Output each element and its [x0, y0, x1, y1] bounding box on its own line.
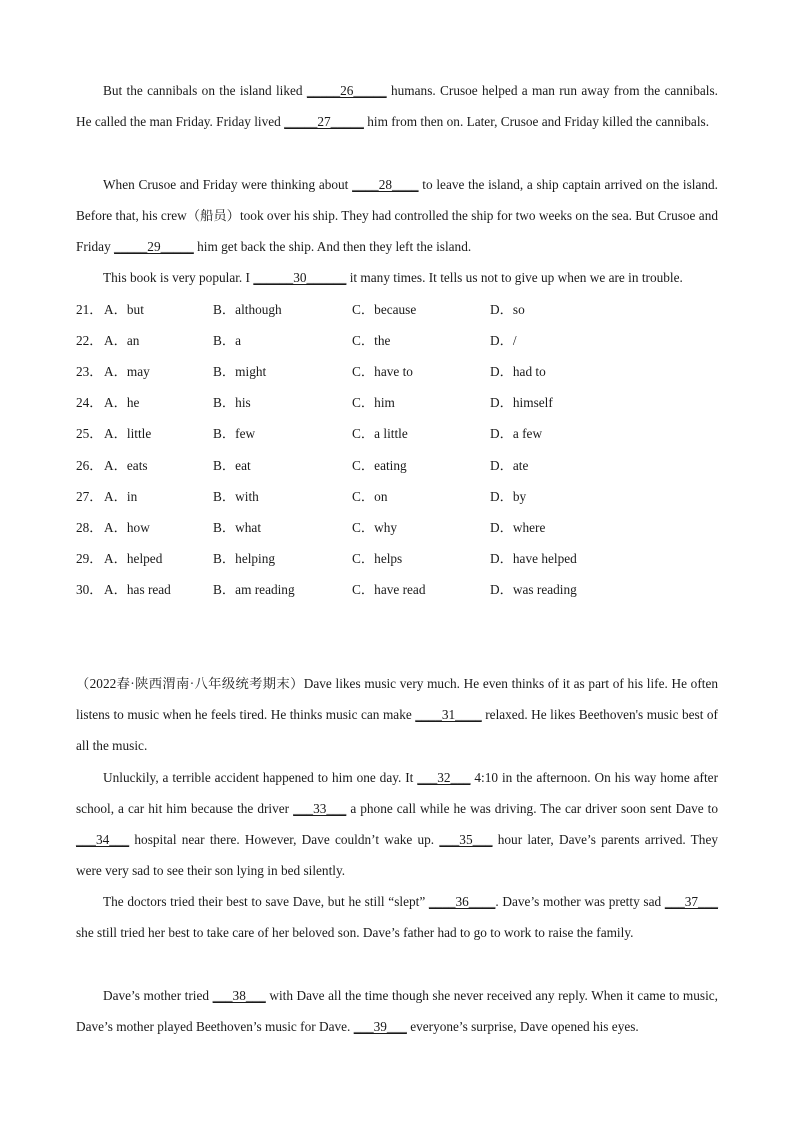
blank-29[interactable]: _____29_____ [114, 239, 194, 255]
question-number: 21． [76, 302, 103, 317]
question-number: 28． [76, 520, 103, 535]
option-a[interactable]: A．eats [104, 458, 148, 473]
option-c[interactable]: C．the [352, 333, 391, 348]
text-segment: Dave likes music very much. He even thinks of it as part of his life. He often listens to music when he feels tired. He thinks music can make [76, 676, 718, 723]
option-d[interactable]: D．was reading [490, 582, 577, 597]
option-c[interactable]: C．eating [352, 458, 407, 473]
text-segment: she still tried her best to take care of her beloved son. Dave’s father had to go to work to raise the family. [76, 925, 634, 941]
option-b[interactable]: B．might [213, 364, 267, 379]
option-c[interactable]: C．helps [352, 551, 403, 566]
passage1-paragraph-3 [76, 262, 718, 293]
passage2-paragraph-1 [76, 668, 718, 761]
question-row-25 [76, 424, 716, 444]
question-row-21 [76, 300, 716, 320]
option-d[interactable]: D．by [490, 489, 527, 504]
option-a[interactable]: A．helped [104, 551, 163, 566]
option-a[interactable]: A．little [104, 426, 152, 441]
text-segment: The doctors tried their best to save Dave, but he still “slept” [103, 894, 429, 909]
text-segment: 4:10 in the afternoon. On his way home after school, a car hit him because the driver [76, 770, 718, 817]
option-b[interactable]: B．am reading [213, 582, 295, 597]
option-b[interactable]: B．with [213, 489, 259, 504]
question-row-29 [76, 549, 716, 569]
text-segment: hour later, Dave’s parents arrived. They were very sad to see their son lying in bed silently. [76, 832, 718, 879]
blank-33[interactable]: ___33___ [293, 801, 347, 817]
source-note: （2022春·陕西渭南·八年级统考期末） [76, 676, 304, 691]
passage2-paragraph-4 [76, 980, 718, 1042]
passage1-paragraph-2 [76, 169, 718, 262]
question-number: 27． [76, 489, 103, 504]
option-d[interactable]: D．have helped [490, 551, 577, 566]
blank-35[interactable]: ___35___ [439, 832, 493, 848]
passage2-paragraph-3 [76, 886, 718, 948]
option-d[interactable]: D．so [490, 302, 525, 317]
option-a[interactable]: A．may [104, 364, 150, 379]
question-number: 30． [76, 582, 103, 597]
question-row-24 [76, 393, 716, 413]
question-row-28 [76, 518, 716, 538]
text-segment: him get back the ship. And then they left the island. [193, 239, 472, 255]
blank-27[interactable]: _____27_____ [284, 114, 364, 130]
passage1-paragraph-1 [76, 75, 718, 137]
text-segment: humans. Crusoe helped a man run away from the cannibals. He called the man Friday. Friday lived [76, 83, 718, 130]
text-segment: Unluckily, a terrible accident happened to him one day. It [103, 770, 418, 785]
blank-30[interactable]: ______30______ [253, 270, 347, 285]
text-segment: hospital near there. However, Dave couldn’t wake up. [129, 832, 440, 848]
option-d[interactable]: D．had to [490, 364, 546, 379]
blank-34[interactable]: ___34___ [76, 832, 130, 848]
question-number: 22． [76, 333, 103, 348]
option-d[interactable]: D．a few [490, 426, 543, 441]
question-number: 23． [76, 364, 103, 379]
blank-32[interactable]: ___32___ [417, 770, 471, 785]
option-a[interactable]: A．has read [104, 582, 171, 597]
text-segment: Dave’s mother tried [103, 988, 213, 1003]
option-c[interactable]: C．because [352, 302, 417, 317]
option-b[interactable]: B．although [213, 302, 282, 317]
text-segment: This book is very popular. I [103, 270, 254, 285]
text-segment: everyone’s surprise, Dave opened his eyes. [406, 1019, 639, 1035]
option-b[interactable]: B．helping [213, 551, 276, 566]
option-d[interactable]: D．himself [490, 395, 553, 410]
question-row-30 [76, 580, 716, 600]
question-number: 29． [76, 551, 103, 566]
blank-28[interactable]: ____28____ [352, 177, 419, 192]
option-c[interactable]: C．have to [352, 364, 413, 379]
text-segment: to leave the island, a ship captain arrived on the island. Before that, his crew（船员）took over his ship. They had controlled the ship for two weeks on the sea. But Crusoe and Friday [76, 177, 718, 255]
blank-26[interactable]: _____26_____ [306, 83, 387, 98]
option-a[interactable]: A．in [104, 489, 138, 504]
blank-31[interactable]: ____31____ [415, 707, 482, 723]
option-b[interactable]: B．a [213, 333, 242, 348]
option-a[interactable]: A．but [104, 302, 144, 317]
question-number: 26． [76, 458, 103, 473]
text-segment: relaxed. He likes Beethoven's music best of all the music. [76, 707, 718, 754]
blank-38[interactable]: ___38___ [212, 988, 266, 1003]
option-b[interactable]: B．eat [213, 458, 251, 473]
blank-36[interactable]: ____36____ [428, 894, 496, 909]
question-row-22 [76, 331, 716, 351]
question-number: 24． [76, 395, 103, 410]
option-b[interactable]: B．his [213, 395, 251, 410]
option-c[interactable]: C．on [352, 489, 388, 504]
text-segment: with Dave all the time though she never received any reply. When it came to music, Dave’s mother played Beethoven’s music for Dave. [76, 988, 718, 1035]
text-segment: a phone call while he was driving. The car driver soon sent Dave to [346, 801, 719, 817]
option-b[interactable]: B．what [213, 520, 262, 535]
passage2-paragraph-2 [76, 762, 718, 886]
text-segment: it many times. It tells us not to give up when we are in trouble. [346, 270, 683, 285]
option-d[interactable]: D．/ [490, 333, 517, 348]
option-a[interactable]: A．how [104, 520, 150, 535]
blank-39[interactable]: ___39___ [353, 1019, 407, 1035]
text-segment: him from then on. Later, Crusoe and Friday killed the cannibals. [363, 114, 710, 130]
text-segment: . Dave’s mother was pretty sad [495, 894, 665, 909]
option-c[interactable]: C．him [352, 395, 395, 410]
option-b[interactable]: B．few [213, 426, 256, 441]
text-segment: When Crusoe and Friday were thinking about [103, 177, 353, 192]
option-c[interactable]: C．a little [352, 426, 408, 441]
option-d[interactable]: D．ate [490, 458, 529, 473]
option-a[interactable]: A．an [104, 333, 140, 348]
option-c[interactable]: C．why [352, 520, 398, 535]
question-number: 25． [76, 426, 103, 441]
blank-37[interactable]: ___37___ [664, 894, 718, 909]
question-row-26 [76, 456, 716, 476]
option-a[interactable]: A．he [104, 395, 140, 410]
text-segment: But the cannibals on the island liked [103, 83, 307, 98]
option-c[interactable]: C．have read [352, 582, 426, 597]
question-row-27 [76, 487, 716, 507]
option-d[interactable]: D．where [490, 520, 546, 535]
question-row-23 [76, 362, 716, 382]
